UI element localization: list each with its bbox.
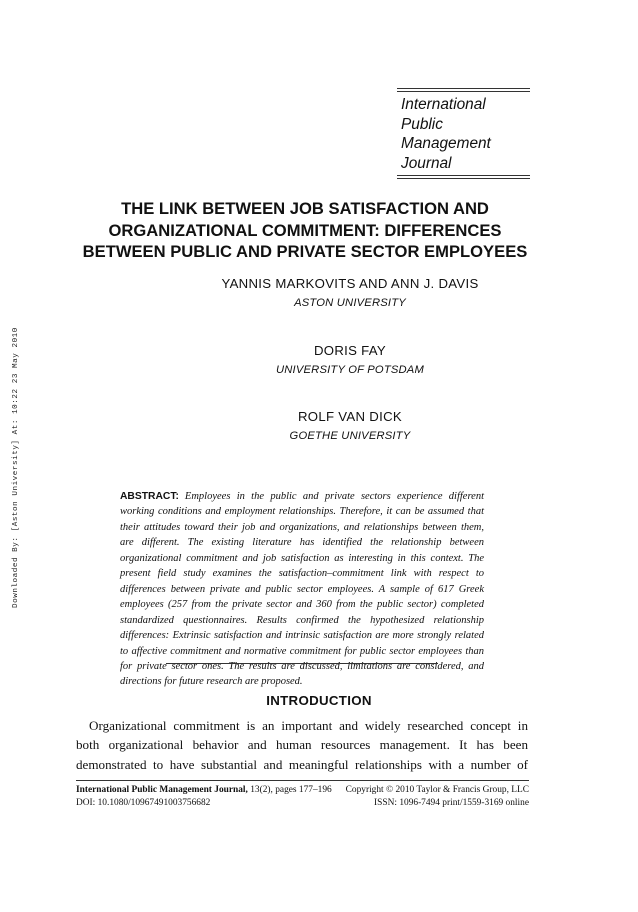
footer-volume-pages: 13(2), pages 177–196 — [247, 785, 332, 795]
footer-issn: ISSN: 1096-7494 print/1559-3169 online — [374, 798, 529, 809]
title-line: ORGANIZATIONAL COMMITMENT: DIFFERENCES — [108, 220, 502, 240]
introduction-body — [76, 716, 528, 774]
footer-divider — [76, 780, 529, 781]
body-line: both organizational behavior and human resources management. It has been — [76, 737, 528, 753]
author-affiliation: UNIVERSITY OF POTSDAM — [275, 364, 424, 376]
download-stamp: Downloaded By: [Aston University] At: 10:22 23 May 2010 — [12, 327, 20, 608]
author-names: ROLF VAN DICK — [297, 409, 403, 424]
footer-copyright: Copyright © 2010 Taylor & Francis Group, LLC — [345, 785, 529, 795]
journal-name-line: Public — [401, 115, 443, 133]
abstract-label: ABSTRACT: — [120, 491, 179, 502]
author-affiliation: GOETHE UNIVERSITY — [289, 430, 411, 442]
author-affiliation: ASTON UNIVERSITY — [294, 297, 406, 309]
journal-name-line: Journal — [401, 154, 452, 172]
journal-logo-bottom-rule — [397, 175, 530, 179]
body-line: Organizational commitment is an important and widely researched concept in — [89, 718, 528, 733]
journal-name — [397, 92, 530, 175]
body-line: demonstrated to have substantial and meaningful relationships with a number of — [76, 756, 528, 772]
title-line: BETWEEN PUBLIC AND PRIVATE SECTOR EMPLOYEES — [82, 242, 528, 262]
title-line: THE LINK BETWEEN JOB SATISFACTION AND — [121, 199, 489, 218]
footer-doi: DOI: 10.1080/10967491003756682 — [76, 798, 211, 809]
abstract-divider — [166, 663, 438, 664]
author-names: YANNIS MARKOVITS AND ANN J. DAVIS — [221, 276, 479, 291]
journal-name-line: International — [401, 96, 486, 113]
page-footer — [76, 784, 529, 811]
journal-name-line: Management — [401, 135, 491, 153]
article-title — [60, 198, 550, 263]
abstract — [120, 489, 484, 690]
abstract-text: Employees in the public and private sectors experience different working conditions and employment relationships. Therefore, it can be assumed that their attitudes toward their job and organizations, and relationships between them, are different. The existing literature has identified the relationship between organizational commitment and job satisfaction as interesting in this context. The present field study examines the satisfaction–commitment link with respect to differences between private and public sector employees. A sample of 617 Greek employees (257 from the private sector and 360 from the public sector) completed standardized questionnaires. Results confirmed the hypothesized relationship differences: Extrinsic satisfaction and intrinsic satisfaction are more strongly related to affective commitment and normative commitment for public sector employees than for private sector ones. The results are discussed, limitations are considered, and directions for future research are proposed. — [120, 491, 484, 688]
journal-logo — [397, 88, 530, 179]
author-names: DORIS FAY — [313, 343, 387, 358]
footer-citation — [76, 784, 332, 797]
footer-journal-title: International Public Management Journal, — [76, 785, 248, 795]
section-heading-introduction: INTRODUCTION — [266, 693, 372, 708]
